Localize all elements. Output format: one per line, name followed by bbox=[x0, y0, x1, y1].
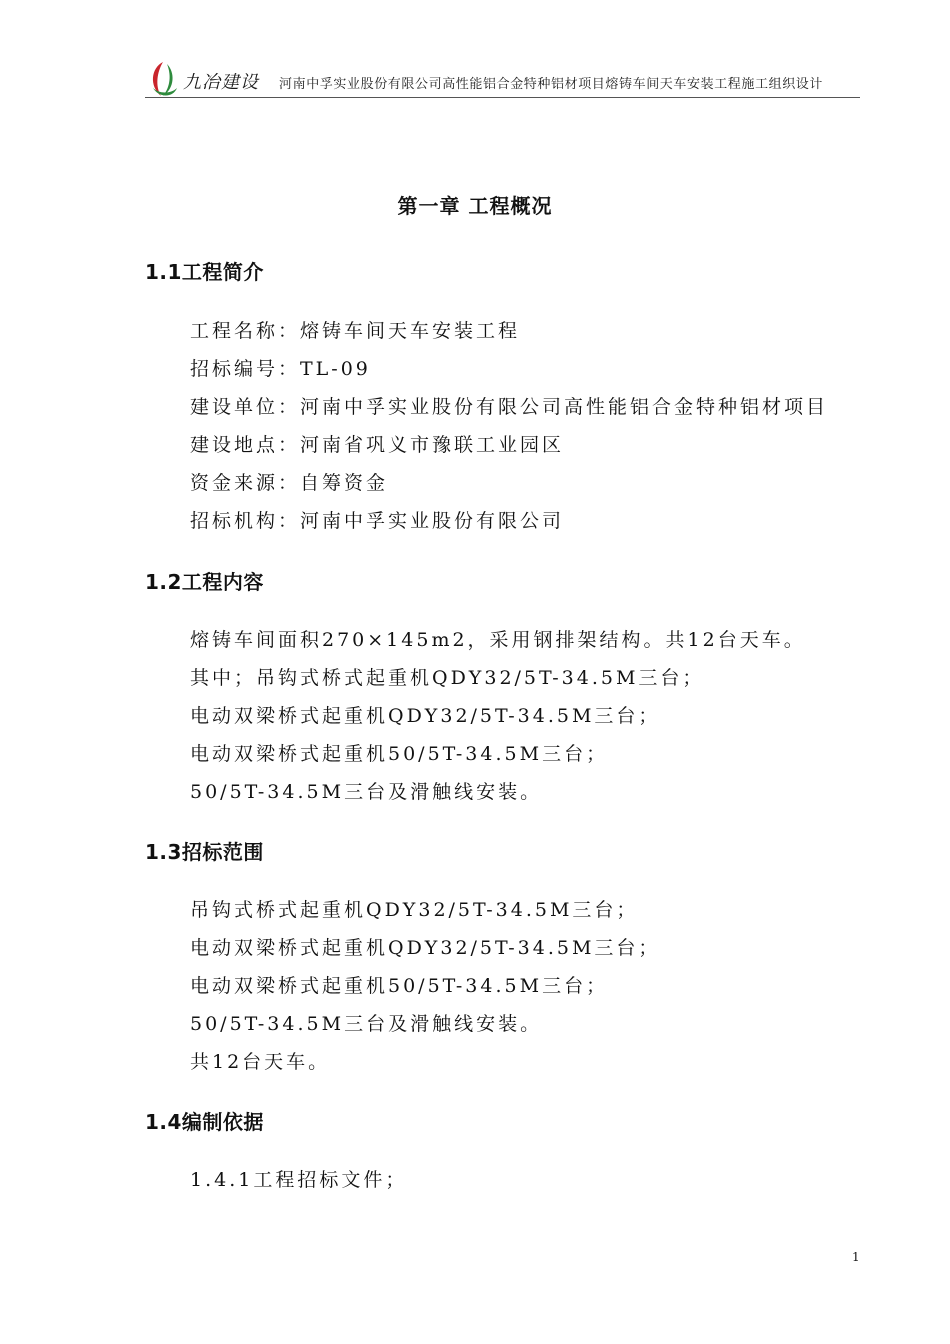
list-item: 电动双梁桥式起重机50/5T-34.5M三台； bbox=[190, 743, 609, 765]
list-item: 电动双梁桥式起重机QDY32/5T-34.5M三台； bbox=[190, 705, 661, 727]
page-header bbox=[145, 58, 860, 100]
list-item: 电动双梁桥式起重机QDY32/5T-34.5M三台； bbox=[190, 937, 661, 959]
section-heading: 1.4编制依据 bbox=[145, 1110, 264, 1134]
section-heading: 1.1工程简介 bbox=[145, 260, 264, 284]
list-item: 共12台天车。 bbox=[190, 1051, 331, 1073]
list-item: 招标编号：TL-09 bbox=[190, 358, 371, 380]
header-divider bbox=[145, 97, 860, 98]
list-item: 电动双梁桥式起重机50/5T-34.5M三台； bbox=[190, 975, 609, 997]
list-item: 其中；吊钩式桥式起重机QDY32/5T-34.5M三台； bbox=[190, 667, 705, 689]
list-item: 50/5T-34.5M三台及滑触线安装。 bbox=[190, 1013, 543, 1035]
list-item: 熔铸车间面积270×145m2，采用钢排架结构。共12台天车。 bbox=[190, 629, 806, 651]
page-number: 1 bbox=[852, 1250, 860, 1264]
list-item: 建设单位：河南中孚实业股份有限公司高性能铝合金特种铝材项目 bbox=[190, 396, 829, 418]
section-heading: 1.3招标范围 bbox=[145, 840, 264, 864]
header-title: 河南中孚实业股份有限公司高性能铝合金特种铝材项目熔铸车间天车安装工程施工组织设计 bbox=[279, 77, 824, 92]
swirl-logo-icon bbox=[145, 58, 181, 100]
brand-name: 九冶建设 bbox=[183, 72, 259, 93]
list-item: 吊钩式桥式起重机QDY32/5T-34.5M三台； bbox=[190, 899, 639, 921]
chapter-title: 第一章 工程概况 bbox=[397, 194, 553, 218]
list-item: 工程名称：熔铸车间天车安装工程 bbox=[190, 320, 521, 342]
section-heading: 1.2工程内容 bbox=[145, 570, 264, 594]
list-item: 招标机构：河南中孚实业股份有限公司 bbox=[190, 510, 565, 532]
list-item: 50/5T-34.5M三台及滑触线安装。 bbox=[190, 781, 543, 803]
list-item: 资金来源：自筹资金 bbox=[190, 472, 389, 494]
list-item: 1.4.1工程招标文件； bbox=[190, 1169, 408, 1191]
list-item: 建设地点：河南省巩义市豫联工业园区 bbox=[190, 434, 565, 456]
